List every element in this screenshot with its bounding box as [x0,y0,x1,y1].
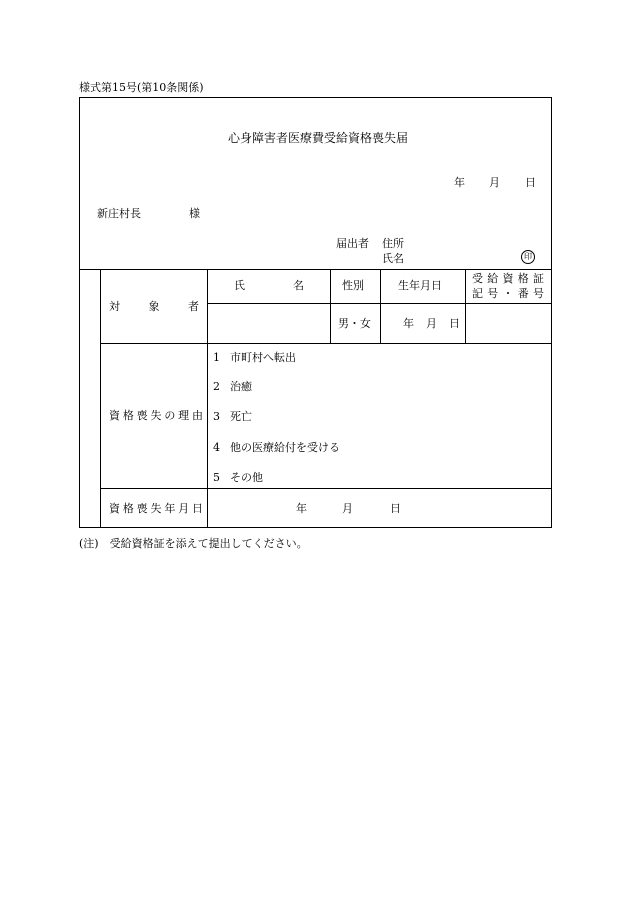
reason-label: 資格喪失の理由 [109,409,203,422]
header-divider [80,269,551,270]
name-label: 氏名 [382,252,404,265]
seal-icon: 印 [521,250,535,264]
sex-value: 男・女 [338,317,371,330]
reason-item-1-num: 1 [213,351,220,364]
cert-header-line1: 受給資格証 [472,272,544,285]
subject-header-divider [207,303,551,304]
name-header: 氏名 [234,279,304,292]
subject-row-divider [100,343,551,344]
subject-label: 対象者 [109,300,199,313]
reason-item-5-text: その他 [230,471,263,484]
form-title: 心身障害者医療費受給資格喪失届 [228,131,409,145]
cert-header-line2: 記号・番号 [472,287,544,300]
loss-day-label: 日 [390,502,401,515]
date-month-label: 月 [489,176,500,189]
reason-item-2-num: 2 [213,380,220,393]
date-year-label: 年 [454,176,465,189]
reason-item-5-num: 5 [213,471,220,484]
birth-day-label: 日 [449,317,460,330]
reason-item-3-text: 死亡 [230,410,252,423]
reason-item-3-num: 3 [213,410,220,423]
birth-year-label: 年 [403,317,414,330]
reason-item-4-num: 4 [213,441,220,454]
addressee-honorific: 様 [189,207,200,220]
date-day-label: 日 [525,176,536,189]
address-label: 住所 [382,237,404,250]
loss-year-label: 年 [296,502,307,515]
sex-birth-divider [380,269,381,343]
sex-header: 性別 [342,279,364,292]
addressee-name: 新庄村長 [97,207,141,220]
reason-row-divider [100,488,551,489]
applicant-label: 届出者 [336,237,369,250]
footnote: (注) 受給資格証を添えて提出してください。 [79,537,308,550]
name-sex-divider [330,269,331,343]
reason-item-4-text: 他の医療給付を受ける [230,441,340,454]
form-number: 様式第15号(第10条関係) [79,81,204,94]
reason-item-2-text: 治癒 [230,380,252,393]
birth-cert-divider [465,269,466,343]
loss-month-label: 月 [342,502,353,515]
birthdate-header: 生年月日 [398,279,442,292]
birth-month-label: 月 [426,317,437,330]
reason-item-1-text: 市町村へ転出 [230,351,296,364]
form-table [79,97,552,528]
loss-date-label: 資格喪失年月日 [109,502,203,515]
